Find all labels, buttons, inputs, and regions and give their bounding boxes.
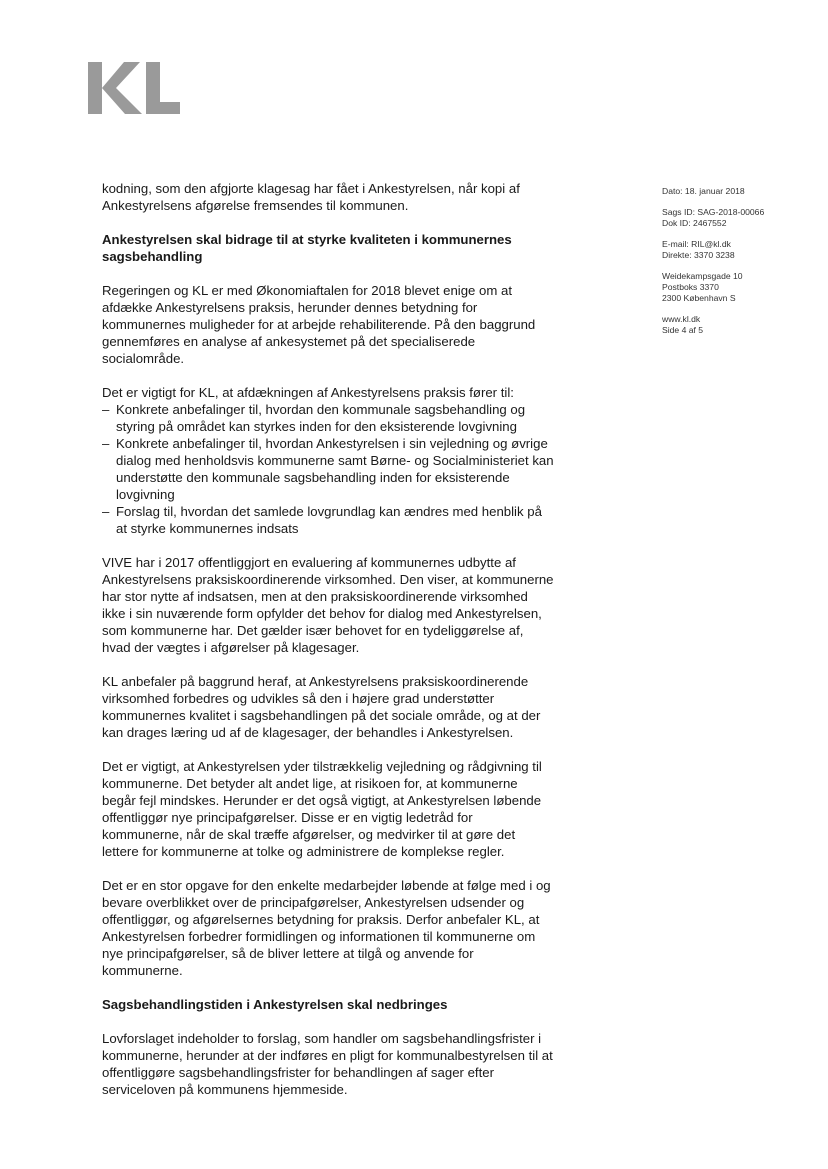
paragraph-agreement: Regeringen og KL er med Økonomiaftalen for 2018 blevet enige om at afdække Ankestyrelsens praksis, herunder dennes betydning for kommunernes muligheder for at arbejde rehabiliterende. På den baggrund gennemføres en analyse af ankesystemet på det specialiserede socialområde. xyxy=(102,283,536,366)
section-heading-quality: Ankestyrelsen skal bidrage til at styrke kvaliteten i kommunernes sagsbehandling xyxy=(102,232,512,264)
date-line: Dato: 18. januar 2018 xyxy=(662,186,745,196)
address-street: Weidekampsgade 10 xyxy=(662,271,743,281)
page-number: Side 4 af 5 xyxy=(662,325,704,335)
recommendation-list xyxy=(102,401,554,537)
letter-metadata xyxy=(662,186,812,346)
document-id: Dok ID: 2467552 xyxy=(662,218,727,228)
website-line: www.kl.dk xyxy=(662,314,701,324)
paragraph-importance: Det er vigtigt for KL, at afdækningen af Ankestyrelsens praksis fører til: xyxy=(102,385,514,400)
kl-logo-mark xyxy=(88,58,184,116)
paragraph-guidance: Det er vigtigt, at Ankestyrelsen yder tilstrækkelig vejledning og rådgivning til kommunerne. Det betyder alt andet lige, at risikoen for, at kommunerne begår fejl mindskes. Herunder er det også vigtigt, at Ankestyrelsen løbende offentliggør nye principafgørelser. Disse er en vigtig ledetråd for kommunerne, når de skal træffe afgørelser, og medvirker til at gøre det lettere for kommunerne at tolke og administrere de komplekse regler. xyxy=(102,759,542,859)
case-id: Sags ID: SAG-2018-00066 xyxy=(662,207,765,217)
paragraph-overview: Det er en stor opgave for den enkelte medarbejder løbende at følge med i og bevare overblikket over de principafgørelser, Ankestyrelsen udsender og offentliggør, og afgørelsernes betydning for praksis. Derfor anbefaler KL, at Ankestyrelsen forbedrer formidlingen og informationen til kommunerne om nye principafgørelser, så de bliver lettere at tilgå og anvende for kommunerne. xyxy=(102,878,551,978)
direct-phone: Direkte: 3370 3238 xyxy=(662,250,735,260)
kl-logo xyxy=(88,58,184,116)
intro-paragraph: kodning, som den afgjorte klagesag har fået i Ankestyrelsen, når kopi af Ankestyrelsens afgørelse fremsendes til kommunen. xyxy=(102,181,520,213)
email-line: E-mail: RIL@kl.dk xyxy=(662,239,731,249)
address-pobox: Postboks 3370 xyxy=(662,282,719,292)
paragraph-recommendation: KL anbefaler på baggrund heraf, at Ankestyrelsens praksiskoordinerende virksomhed forbedres og udvikles så den i højere grad understøtter kommunernes kvalitet i sagsbehandlingen på det sociale område, og at der kan drages læring ud af de klagesager, der behandles i Ankestyrelsen. xyxy=(102,674,541,740)
list-item: – Konkrete anbefalinger til, hvordan Ankestyrelsen i sin vejledning og øvrige dialog med henholdsvis kommunerne samt Børne- og Socialministeriet kan understøtte den kommunale sagsbehandling inden for eksisterende lovgivning xyxy=(102,435,554,503)
paragraph-vive: VIVE har i 2017 offentliggjort en evaluering af kommunernes udbytte af Ankestyrelsens praksiskoordinerende virksomhed. Den viser, at kommunerne har stor nytte af indsatsen, men at den praksiskoordinerende virksomhed ikke i sin nuværende form opfylder det behov for dialog med Ankestyrelsen, som kommunerne har. Det gælder især behovet for en tydeliggørelse af, hvad der vægtes i afgørelser på klagesager. xyxy=(102,555,554,655)
list-item: – Konkrete anbefalinger til, hvordan den kommunale sagsbehandling og styring på området kan styrkes inden for den eksisterende lovgivning xyxy=(102,401,554,435)
paragraph-bill: Lovforslaget indeholder to forslag, som handler om sagsbehandlingsfrister i kommunerne, herunder at der indføres en pligt for kommunalbestyrelsen til at offentliggøre sagsbehandlingsfrister for behandlingen af sager efter serviceloven på kommunens hjemmeside. xyxy=(102,1031,553,1097)
address-city: 2300 København S xyxy=(662,293,736,303)
letter-body xyxy=(102,180,554,1115)
section-heading-processing-time: Sagsbehandlingstiden i Ankestyrelsen skal nedbringes xyxy=(102,997,448,1012)
list-item: – Forslag til, hvordan det samlede lovgrundlag kan ændres med henblik på at styrke kommunernes indsats xyxy=(102,503,554,537)
